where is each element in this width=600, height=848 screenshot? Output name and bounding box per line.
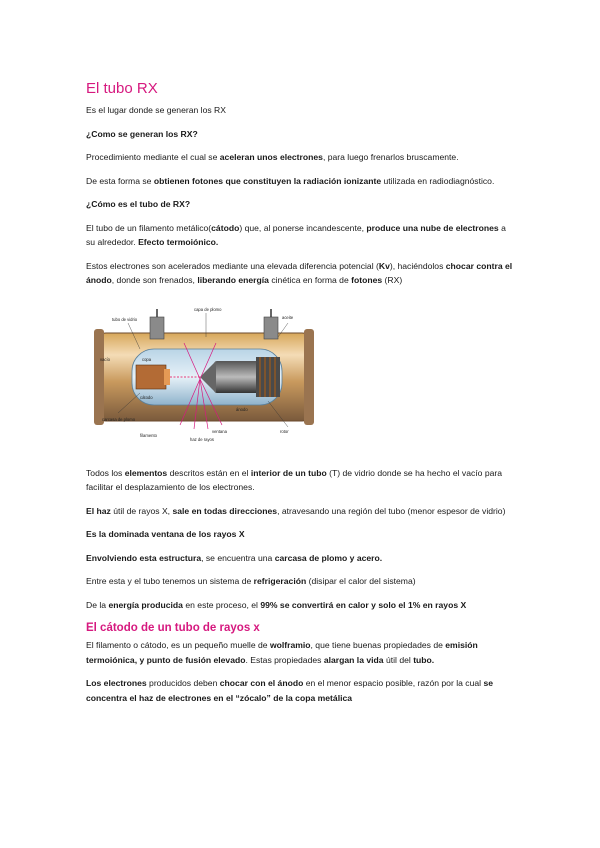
question-heading: ¿Cómo es el tubo de RX? — [86, 199, 191, 209]
paragraph — [86, 574, 516, 589]
paragraph — [86, 676, 516, 705]
document-body — [86, 80, 516, 714]
paragraph — [86, 598, 516, 613]
text-run: Envolviendo esta estructura — [86, 552, 202, 563]
text-run: wolframio — [269, 640, 311, 650]
text-run: emisión termoiónica, y punto de fusión elevado — [86, 640, 478, 665]
diagram-label: rotor — [280, 428, 289, 434]
text-run: carcasa de plomo y acero. — [274, 552, 383, 563]
diagram-label: aceite — [282, 314, 294, 320]
text-run: Efecto termoiónico. — [138, 237, 219, 247]
text-run: , atravesando una región del tubo (menor espesor de vidrio) — [277, 505, 506, 516]
intro-paragraph: Es el lugar donde se generan los RX — [86, 105, 226, 115]
text-run: El filamento o cátodo, es un pequeño muelle de — [86, 640, 270, 650]
text-run: cinética en forma de — [268, 275, 352, 285]
diagram-label: tubo de vidrio — [112, 316, 138, 322]
text-run: Es la dominada ventana de los rayos X — [86, 529, 245, 539]
text-run: se concentra el haz de electrones en el “zócalo” de la copa metálica — [86, 678, 494, 703]
text-run: obtienen fotones que constituyen la radiación ionizante — [153, 175, 382, 186]
diagram-label: carcasa de plomo — [102, 416, 136, 422]
text-run: chocar con el ánodo — [219, 678, 304, 688]
text-run: Estos electrones son acelerados mediante una elevada diferencia potencial ( — [86, 260, 379, 271]
text-run: aceleran unos electrones — [219, 152, 323, 162]
text-run: El tubo de un filamento metálico( — [86, 222, 212, 233]
paragraph — [86, 174, 516, 189]
text-run: produce una nube de electrones — [366, 222, 499, 233]
paragraph — [86, 527, 516, 542]
text-run: , se encuentra una — [201, 552, 275, 563]
text-run: en el menor espacio posible, razón por la cual — [303, 678, 484, 688]
question-heading: ¿Como se generan los RX? — [86, 128, 198, 139]
diagram-label: ventana — [212, 428, 227, 434]
diagram-label: vacío — [100, 356, 111, 362]
page-title: El tubo RX — [86, 80, 158, 97]
text-run: , para luego frenarlos bruscamente. — [322, 152, 459, 162]
text-run: a su alrededor. — [86, 222, 506, 247]
diagram-label: copa — [142, 356, 152, 362]
text-run: refrigeración — [253, 576, 307, 586]
text-run: descritos están en el — [167, 467, 251, 478]
section-heading: El cátodo de un tubo de rayos x — [86, 622, 260, 634]
text-run: Kv — [378, 260, 390, 271]
text-run: Todos los — [86, 467, 125, 478]
paragraph — [86, 259, 516, 288]
text-run: Entre esta y el tubo tenemos un sistema de — [86, 576, 254, 586]
diagram-label: capa de plomo — [194, 306, 222, 312]
text-run: utilizada en radiodiagnóstico. — [381, 175, 495, 186]
text-run: elementos — [124, 467, 168, 478]
diagram-label: haz de rayos — [190, 436, 214, 442]
paragraph — [86, 466, 516, 495]
text-run: producidos deben — [146, 678, 220, 688]
text-run: El haz — [86, 505, 111, 516]
text-run: interior de un tubo — [250, 467, 327, 478]
text-run: 99% se convertirá en calor y solo el 1% en rayos X — [260, 599, 467, 610]
text-run: (disipar el calor del sistema) — [306, 576, 416, 586]
text-run: , que tiene buenas propiedades de — [310, 640, 446, 650]
cathode — [136, 365, 166, 389]
text-run: tubo. — [413, 654, 435, 665]
paragraph — [86, 551, 516, 566]
text-run: . Estas propiedades — [245, 654, 324, 665]
xray-tube-diagram — [88, 303, 320, 451]
text-run: en este proceso, el — [182, 599, 261, 610]
text-run: chocar contra el ánodo — [86, 260, 513, 285]
diagram-label: ánodo — [236, 406, 248, 412]
text-run: ), haciéndolos — [389, 260, 446, 271]
text-run: sale en todas direcciones — [172, 505, 278, 516]
text-run: Procedimiento mediante el cual se — [86, 152, 220, 162]
diagram-label: cátodo — [140, 394, 153, 400]
text-run: Los electrones — [86, 678, 147, 688]
text-run: (RX) — [382, 275, 403, 285]
text-run: liberando energía — [197, 275, 269, 285]
text-run: fotones — [351, 275, 383, 285]
text-run: De la — [86, 599, 109, 610]
paragraph — [86, 150, 516, 165]
text-run: energía producida — [108, 599, 183, 610]
text-run: cátodo — [211, 222, 240, 233]
text-run: alargan la vida — [323, 654, 384, 665]
diagram-label: filamento — [140, 432, 157, 438]
text-run: ) que, al ponerse incandescente, — [239, 222, 367, 233]
text-run: (T) de vidrio donde se ha hecho el vacío para facilitar el desplazamiento de los electrones. — [86, 467, 503, 492]
text-run: De esta forma se — [86, 175, 154, 186]
text-run: , donde son frenados, — [111, 275, 198, 285]
paragraph — [86, 221, 516, 250]
text-run: útil de rayos X, — [110, 505, 173, 516]
paragraph — [86, 638, 516, 667]
text-run: útil del — [383, 654, 414, 665]
paragraph — [86, 504, 516, 519]
